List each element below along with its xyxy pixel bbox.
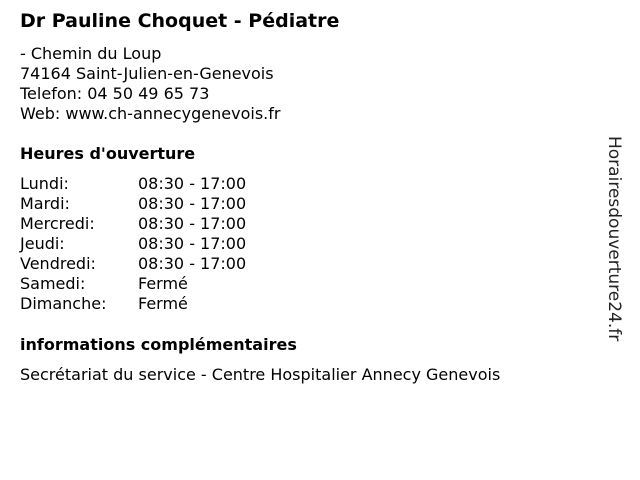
street-address: - Chemin du Loup bbox=[20, 44, 162, 63]
time-value: 08:30 - 17:00 bbox=[138, 174, 247, 193]
day-label: Dimanche: bbox=[20, 294, 107, 313]
watermark: Horairesdouverture24.fr bbox=[604, 136, 624, 342]
hours-row bbox=[20, 234, 246, 254]
website: Web: www.ch-annecygenevois.fr bbox=[20, 104, 281, 123]
info-heading: informations complémentaires bbox=[20, 335, 297, 354]
page-title: Dr Pauline Choquet - Pédiatre bbox=[20, 10, 340, 32]
hours-row bbox=[20, 294, 246, 314]
hours-row bbox=[20, 254, 246, 274]
day-label: Lundi: bbox=[20, 174, 69, 193]
hours-row bbox=[20, 174, 246, 194]
day-label: Samedi: bbox=[20, 274, 86, 293]
time-value: 08:30 - 17:00 bbox=[138, 214, 247, 233]
opening-hours-table bbox=[20, 174, 246, 314]
time-value: Fermé bbox=[138, 294, 188, 313]
time-value: 08:30 - 17:00 bbox=[138, 194, 247, 213]
phone-number: Telefon: 04 50 49 65 73 bbox=[20, 84, 210, 103]
hours-row bbox=[20, 214, 246, 234]
time-value: 08:30 - 17:00 bbox=[138, 234, 247, 253]
day-label: Mardi: bbox=[20, 194, 70, 213]
day-label: Mercredi: bbox=[20, 214, 95, 233]
day-label: Vendredi: bbox=[20, 254, 96, 273]
day-label: Jeudi: bbox=[20, 234, 65, 253]
hours-row bbox=[20, 274, 246, 294]
hours-heading: Heures d'ouverture bbox=[20, 144, 196, 163]
city-address: 74164 Saint-Julien-en-Genevois bbox=[20, 64, 274, 83]
hours-row bbox=[20, 194, 246, 214]
time-value: 08:30 - 17:00 bbox=[138, 254, 247, 273]
address-block bbox=[20, 44, 280, 124]
time-value: Fermé bbox=[138, 274, 188, 293]
info-text: Secrétariat du service - Centre Hospitalier Annecy Genevois bbox=[20, 365, 501, 384]
